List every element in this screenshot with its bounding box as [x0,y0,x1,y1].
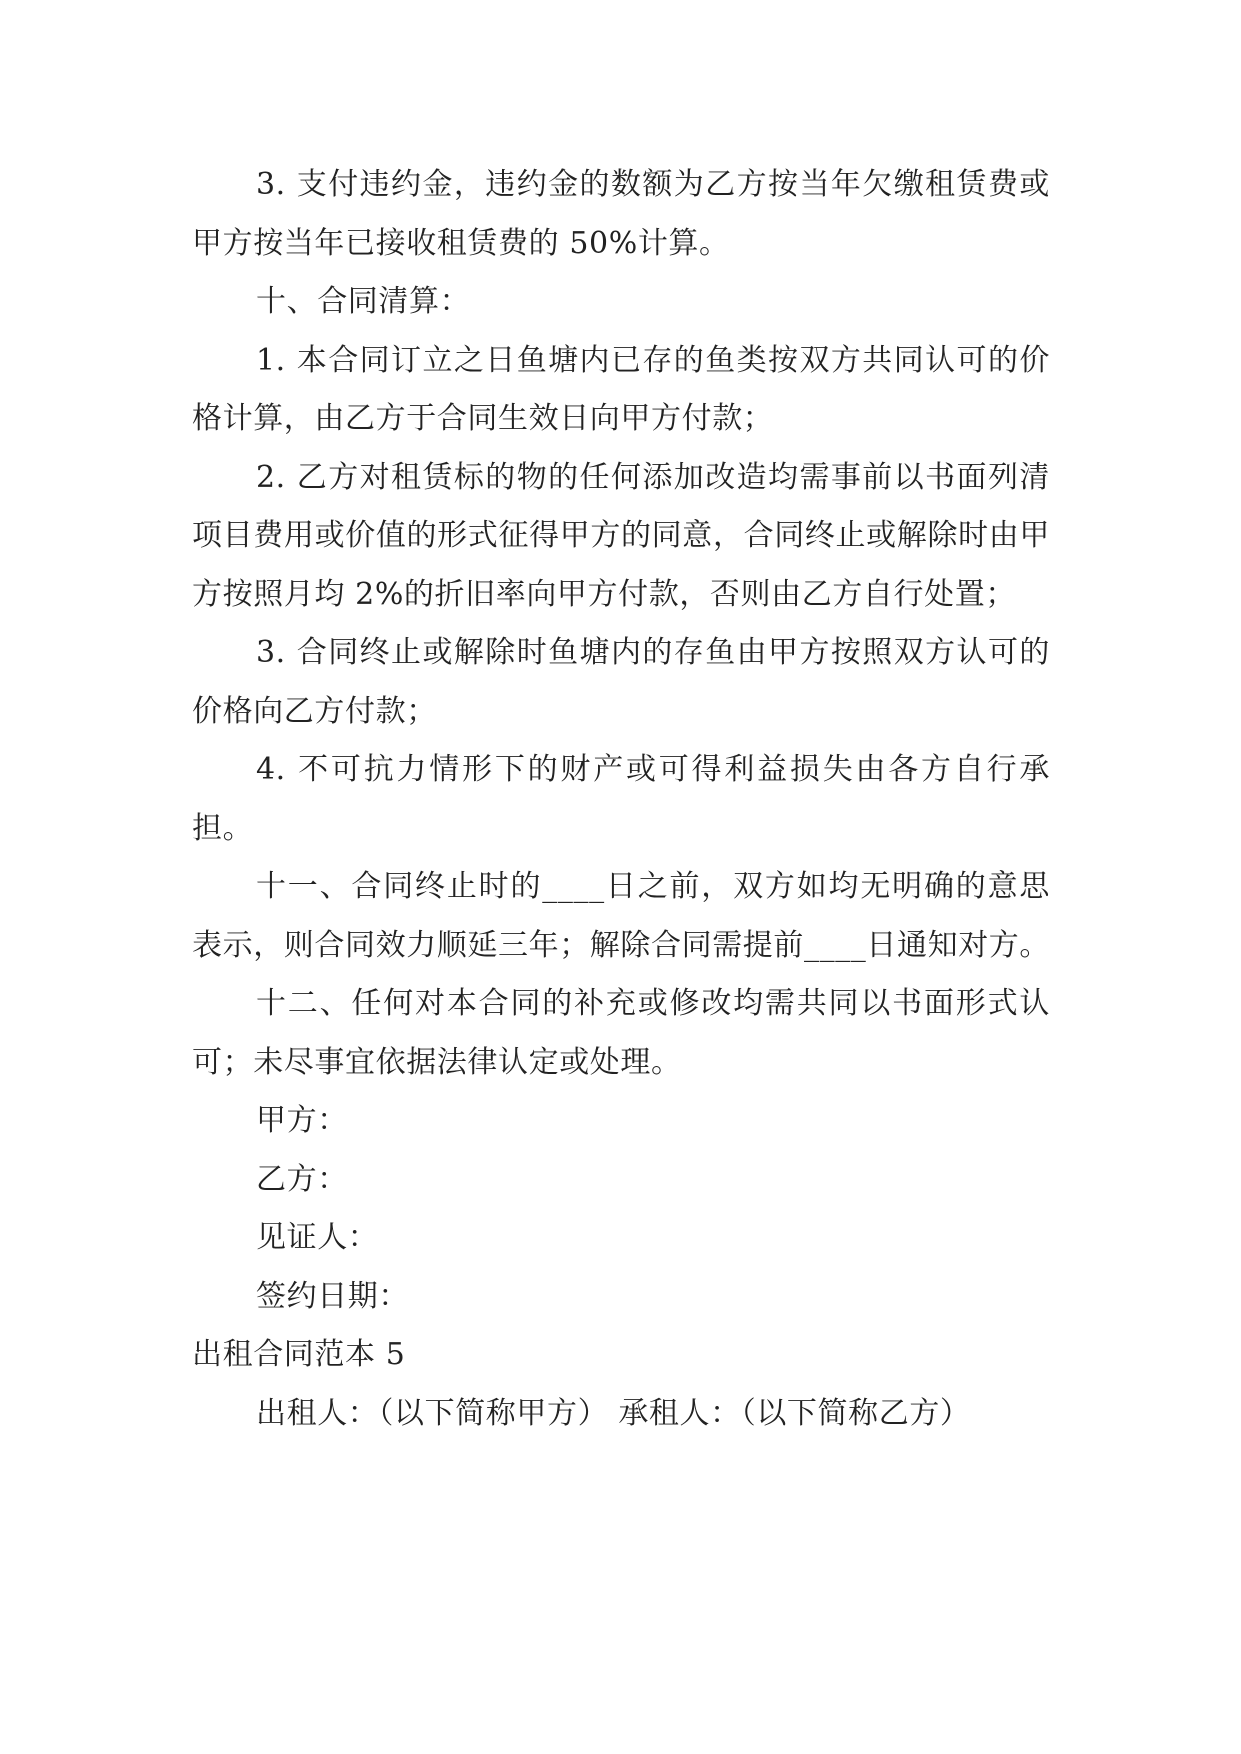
clause-10-item-3: 3. 合同终止或解除时鱼塘内的存鱼由甲方按照双方认可的价格向乙方付款； [192,635,1050,729]
document-body [192,156,1050,1443]
signing-date-line: 签约日期： [256,1278,409,1314]
clause-10-heading: 十、合同清算： [256,284,471,319]
parties-line: 出租人：（以下简称甲方） 承租人：（以下简称乙方） [256,1395,971,1431]
party-a-signature-line: 甲方： [256,1103,348,1138]
clause-10-item-4: 4. 不可抗力情形下的财产或可得利益损失由各方自行承担。 [192,752,1050,846]
section-title: 出租合同范本 5 [192,1337,406,1372]
clause-9-item-3: 3. 支付违约金，违约金的数额为乙方按当年欠缴租赁费或甲方按当年已接收租赁费的 50%计算。 [192,167,1050,261]
clause-12: 十二、任何对本合同的补充或修改均需共同以书面形式认可；未尽事宜依据法律认定或处理。 [192,986,1050,1080]
witness-signature-line: 见证人： [256,1220,379,1255]
party-b-signature-line: 乙方： [256,1161,348,1197]
clause-10-item-1: 1. 本合同订立之日鱼塘内已存的鱼类按双方共同认可的价格计算，由乙方于合同生效日向甲方付款； [192,342,1050,436]
clause-10-item-2: 2. 乙方对租赁标的物的任何添加改造均需事前以书面列清项目费用或价值的形式征得甲方的同意，合同终止或解除时由甲方按照月均 2%的折旧率向甲方付款，否则由乙方自行处置； [192,459,1050,612]
clause-11: 十一、合同终止时的____日之前，双方如均无明确的意思表示，则合同效力顺延三年；解除合同需提前____日通知对方。 [192,869,1050,963]
